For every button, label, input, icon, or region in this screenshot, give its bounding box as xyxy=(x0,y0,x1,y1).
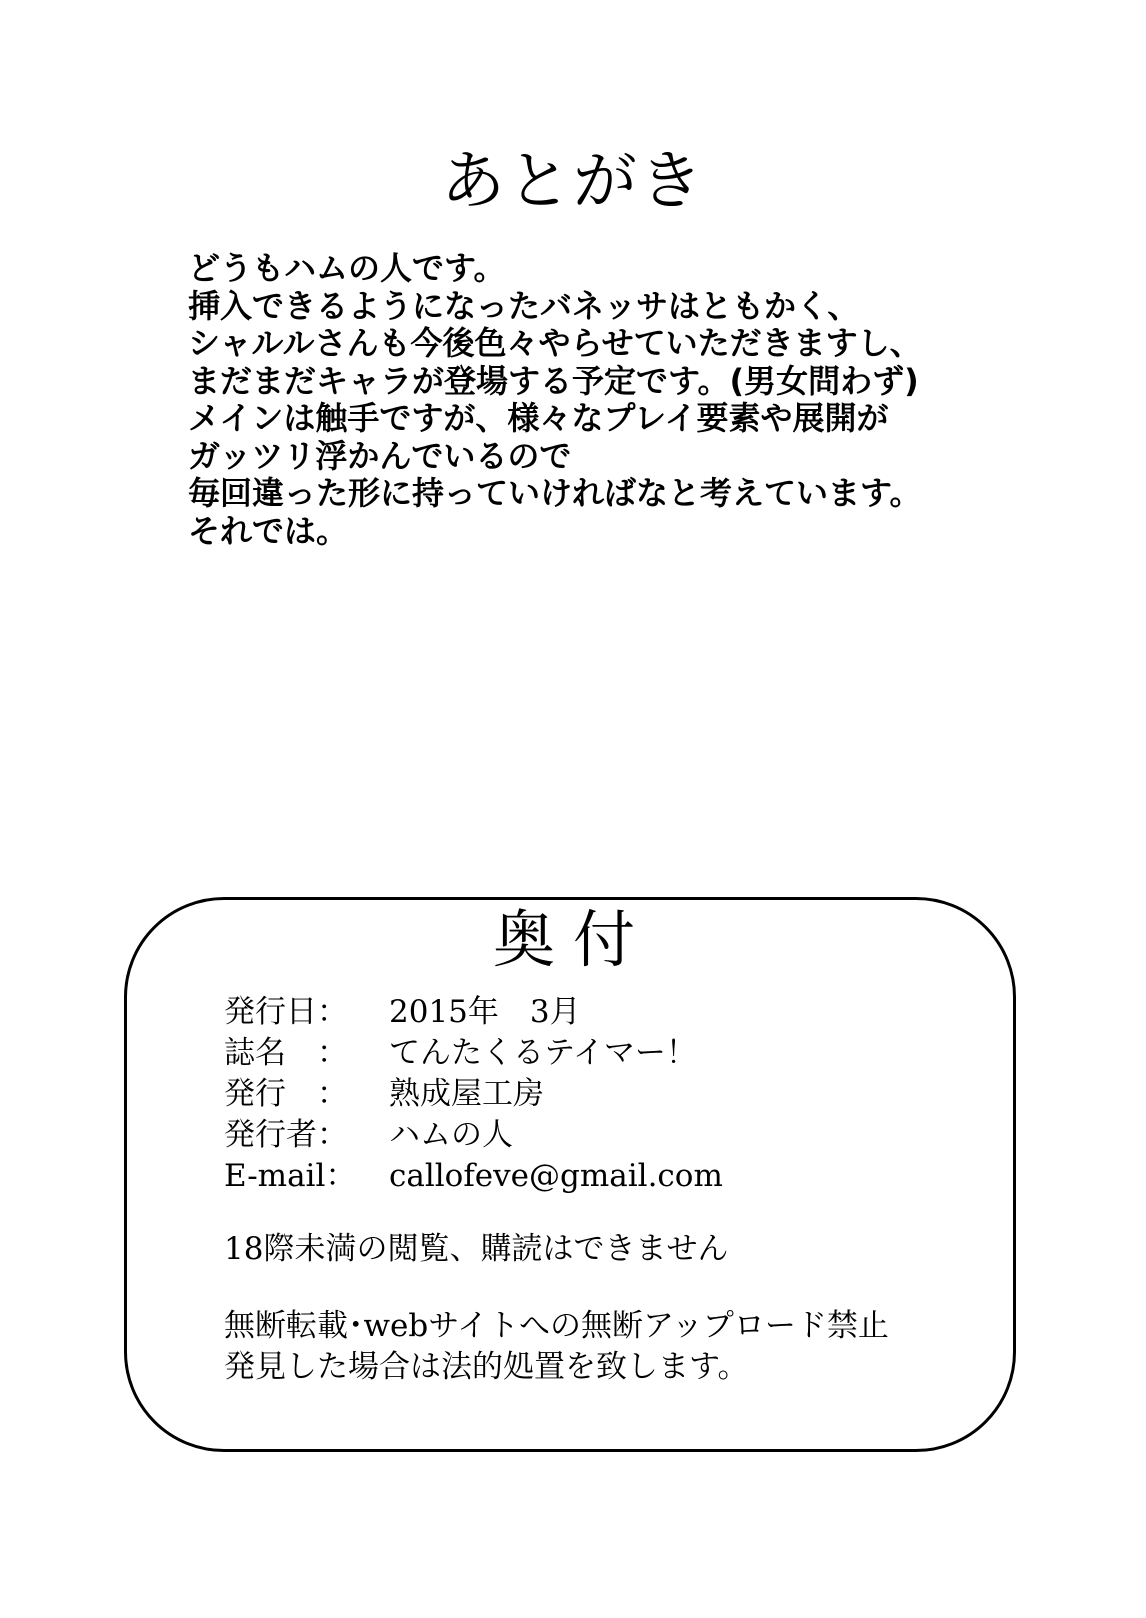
colophon-value: てんたくるテイマー！ xyxy=(389,1035,697,1071)
colophon-row-author xyxy=(224,1115,723,1156)
reproduction-notice xyxy=(224,1306,889,1388)
colophon-value: callofeve@gmail.com xyxy=(389,1158,723,1194)
afterword-line: まだまだキャラが登場する予定です。(男女問わず) xyxy=(188,361,919,400)
colophon-label: 発行 ： xyxy=(224,1076,348,1112)
reproduction-notice-line: 発見した場合は法的処置を致します。 xyxy=(224,1349,749,1385)
colophon-row-date xyxy=(224,992,723,1033)
age-restriction-notice: 18際未満の閲覧、購読はできません xyxy=(224,1231,729,1267)
colophon-label: 誌名 ： xyxy=(224,1035,348,1071)
afterword-line: メインは触手ですが、様々なプレイ要素や展開が xyxy=(188,399,889,437)
afterword-line: ガッツリ浮かんでいるので xyxy=(188,436,572,475)
colophon-value: ハムの人 xyxy=(389,1117,513,1153)
colophon-value: 熟成屋工房 xyxy=(389,1076,544,1112)
afterword-title: あとがき xyxy=(441,145,705,219)
reproduction-notice-line: 無断転載･webサイトへの無断アップロード禁止 xyxy=(224,1308,889,1344)
colophon-value: 2015年 3月 xyxy=(389,994,581,1030)
colophon-label: 発行者： xyxy=(224,1117,348,1153)
afterword-body xyxy=(188,250,968,550)
colophon-label: 発行日： xyxy=(224,994,348,1030)
colophon-row-title xyxy=(224,1033,723,1074)
afterword-line: シャルルさんも今後色々やらせていただきますし、 xyxy=(188,324,922,362)
afterword-line: 挿入できるようになったバネッサはともかく、 xyxy=(188,286,860,325)
colophon-title: 奥付 xyxy=(492,903,653,976)
colophon-details xyxy=(224,992,723,1197)
colophon-row-publisher xyxy=(224,1074,723,1115)
afterword-line: どうもハムの人です。 xyxy=(188,249,506,287)
colophon-label: E-mail： xyxy=(224,1158,357,1194)
afterword-line: それでは。 xyxy=(188,511,349,550)
afterword-line: 毎回違った形に持っていければなと考えています。 xyxy=(188,474,922,512)
colophon-row-email xyxy=(224,1156,723,1197)
